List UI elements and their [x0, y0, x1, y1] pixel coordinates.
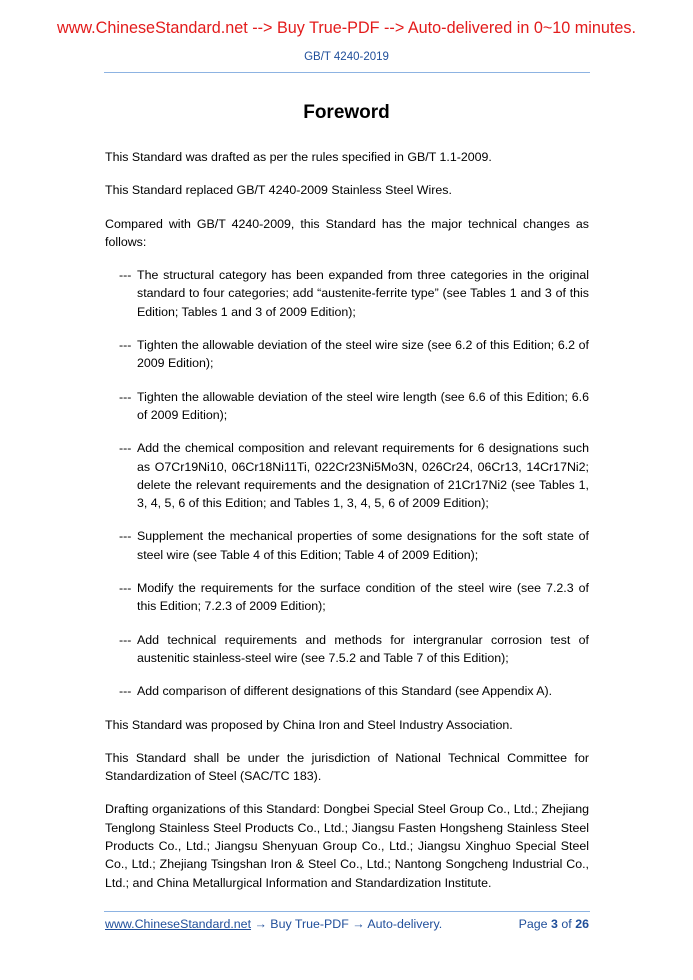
paragraph-changes-intro: Compared with GB/T 4240-2009, this Standard has the major technical changes as follows: [105, 216, 589, 249]
change-text: Tighten the allowable deviation of the steel wire length (see 6.6 of this Edition; 6.6 of 2009 Edition); [137, 389, 589, 422]
dash-marker: --- [119, 632, 132, 647]
change-item [105, 266, 589, 321]
footer-promo [105, 917, 442, 931]
of-label: of [561, 917, 572, 931]
paragraph-drafting-rules: This Standard was drafted as per the rules specified in GB/T 1.1-2009. [105, 150, 492, 164]
change-item [105, 336, 589, 373]
page-total: 26 [575, 917, 589, 931]
change-text: Add technical requirements and methods for intergranular corrosion test of austenitic stainless-steel wire (see 7.5.2 and Table 7 of this Edition); [137, 632, 589, 665]
dash-marker: --- [119, 684, 132, 699]
dash-marker: --- [119, 389, 132, 404]
dash-marker: --- [119, 441, 132, 456]
footer-divider [104, 911, 590, 912]
paragraph-replaced: This Standard replaced GB/T 4240-2009 Stainless Steel Wires. [105, 183, 452, 198]
page-indicator [519, 917, 589, 931]
footer-promo-text: → Buy True-PDF → Auto-delivery. [251, 917, 443, 931]
standard-code-header: GB/T 4240-2019 [304, 51, 389, 63]
change-text: The structural category has been expanded from three categories in the original standard to four categories; add “austenite-ferrite type” (see Tables 1 and 3 of this Edition; Tables 1 and 3 of 2009 Edition); [137, 268, 589, 319]
change-item [105, 439, 589, 512]
change-item [105, 631, 589, 668]
dash-marker: --- [119, 529, 132, 544]
change-item [105, 682, 589, 700]
change-item [105, 527, 589, 564]
change-text: Tighten the allowable deviation of the steel wire size (see 6.2 of this Edition; 6.2 of 2009 Edition); [137, 338, 589, 371]
paragraph-jurisdiction: This Standard shall be under the jurisdiction of National Technical Committee for Standardization of Steel (SAC/TC 183). [105, 750, 589, 784]
footer-website-link[interactable]: www.ChineseStandard.net [105, 917, 252, 931]
header-divider [104, 72, 590, 73]
change-text: Modify the requirements for the surface condition of the steel wire (see 7.2.3 of this Edition; 7.2.3 of 2009 Edition); [137, 581, 589, 614]
change-item [105, 579, 589, 616]
change-item [105, 388, 589, 425]
change-text: Add the chemical composition and relevant requirements for 6 designations such as O7Cr19Ni10, 06Cr18Ni11Ti, 022Cr23Ni5Mo3N, 026Cr24, 06Cr13, 14Cr17Ni2; delete the relevant requirements and the designation of 21Cr17Ni2 (see Tables 1, 3, 4, 5, 6 of this Edition; and Tables 1, 3, 4, 5, 6 of 2009 Edition); [137, 441, 589, 511]
change-text: Supplement the mechanical properties of some designations for the soft state of steel wire (see Table 4 of this Edition; Table 4 of 2009 Edition); [137, 529, 589, 562]
dash-marker: --- [119, 338, 132, 353]
document-body [105, 148, 589, 892]
page-number: 3 [551, 917, 558, 931]
page-title: Foreword [303, 102, 390, 123]
change-text: Add comparison of different designations of this Standard (see Appendix A). [137, 684, 553, 699]
dash-marker: --- [119, 268, 132, 283]
dash-marker: --- [119, 581, 132, 596]
paragraph-drafting-organizations: Drafting organizations of this Standard: Dongbei Special Steel Group Co., Ltd.; Zhejiang Tenglong Stainless Steel Products Co., Ltd.; Jiangsu Fasten Hongsheng Stainless Steel Products Co., Ltd.; Jiangsu Shenyuan Group Co., Ltd.; Jiangsu Xinghuo Special Steel Co., Ltd.; Zhejiang Tsingshan Iron & Steel Co., Ltd.; Nantong Songcheng Industrial Co., Ltd.; and China Metallurgical Information and Standardization Institute. [105, 802, 589, 890]
promo-banner[interactable]: www.ChineseStandard.net --> Buy True-PDF --> Auto-delivered in 0~10 minutes. [57, 19, 636, 37]
page-label: Page [518, 917, 548, 931]
paragraph-proposed-by: This Standard was proposed by China Iron and Steel Industry Association. [105, 717, 513, 732]
